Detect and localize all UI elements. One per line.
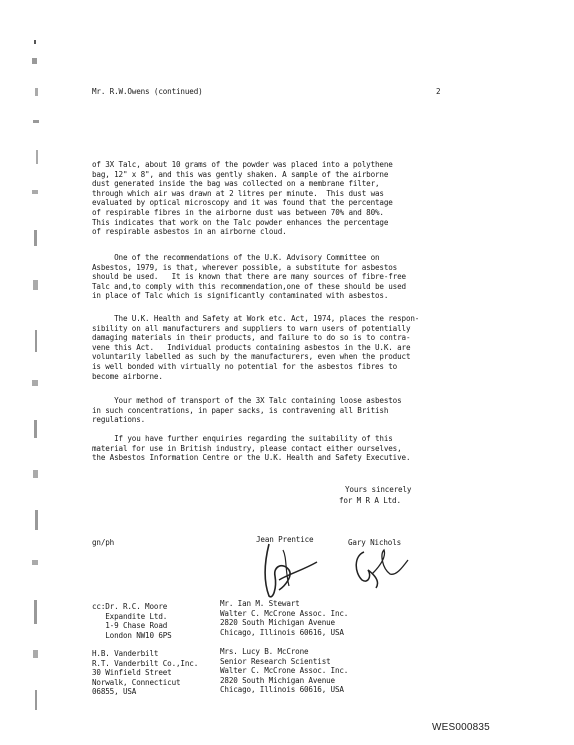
body-paragraph <box>92 434 492 463</box>
handwritten-signature-left <box>255 540 335 602</box>
text-line: damaging materials in their products, and failure to do so is to contra- <box>92 333 411 343</box>
text-line: Chicago, Illinois 60616, USA <box>220 627 344 637</box>
text-line: This indicates that work on the Talc powder enhances the percentage <box>92 217 389 227</box>
text-line: evaluated by optical microscopy and it was found that the percentage <box>92 198 393 208</box>
text-line: the Asbestos Information Centre or the U.K. Health and Safety Executive. <box>92 453 411 463</box>
text-line: Walter C. McCrone Assoc. Inc. <box>220 666 349 676</box>
text-line: Your method of transport of the 3X Talc containing loose asbestos <box>92 396 402 405</box>
page-number: 2 <box>436 87 441 96</box>
text-line: Chicago, Illinois 60616, USA <box>220 685 344 695</box>
text-line: of respirable fibres in the airborne dust was between 70% and 80%. <box>92 207 384 217</box>
text-line: 1-9 Chase Road <box>92 621 168 631</box>
signatory-name-left: Jean Prentice <box>256 535 314 544</box>
text-line: One of the recommendations of the U.K. Advisory Committee on <box>92 253 380 262</box>
text-line: material for use in British industry, please contact either ourselves, <box>92 443 402 453</box>
body-paragraph <box>92 396 492 425</box>
text-line: in such concentrations, in paper sacks, is contravening all British <box>92 405 389 415</box>
text-line: in place of Talc which is significantly contaminated with asbestos. <box>92 291 389 301</box>
text-line: vene this Act. Individual products containing asbestos in the U.K. are <box>92 342 411 352</box>
text-line: 2820 South Michigan Avenue <box>220 675 335 685</box>
text-line: Mr. Ian M. Stewart <box>220 599 300 608</box>
cc-recipient <box>220 647 400 695</box>
cc-recipient <box>220 599 400 637</box>
closing-company: for M R A Ltd. <box>339 496 401 505</box>
text-line: London NW10 6PS <box>92 630 172 640</box>
text-line: of respirable asbestos in an airborne cloud. <box>92 227 287 237</box>
text-line: sibility on all manufacturers and suppliers to warn users of potentially <box>92 323 411 333</box>
signatory-name-right: Gary Nichols <box>348 538 402 547</box>
text-line: Talc and,to comply with this recommendation,one of these should be used <box>92 281 406 291</box>
text-line: cc:Dr. R.C. Moore <box>92 602 168 611</box>
text-line: Senior Research Scientist <box>220 656 331 666</box>
text-line: 30 Winfield Street <box>92 668 172 678</box>
body-paragraph <box>92 314 492 381</box>
bates-number: WES000835 <box>432 722 490 733</box>
text-line: bag, 12" x 8", and this was gently shaken. A sample of the airborne <box>92 169 389 179</box>
text-line: Asbestos, 1979, is that, wherever possible, a substitute for asbestos <box>92 262 398 272</box>
text-line: through which air was drawn at 2 litres per minute. This dust was <box>92 188 384 198</box>
text-line: Mrs. Lucy B. McCrone <box>220 647 309 656</box>
text-line: should be used. It is known that there are many sources of fibre-free <box>92 272 406 282</box>
text-line: The U.K. Health and Safety at Work etc. Act, 1974, places the respon- <box>92 314 420 323</box>
text-line: Walter C. McCrone Assoc. Inc. <box>220 608 349 618</box>
text-line: Norwalk, Connecticut <box>92 677 181 687</box>
text-line: If you have further enquiries regarding the suitability of this <box>92 434 393 443</box>
text-line: voluntarily labelled as such by the manufacturers, even when the product <box>92 352 411 362</box>
text-line: 2820 South Michigan Avenue <box>220 618 335 628</box>
closing-salutation: Yours sincerely <box>345 485 412 494</box>
scan-edge-noise <box>28 40 42 730</box>
text-line: H.B. Vanderbilt <box>92 649 159 658</box>
text-line: become airborne. <box>92 371 163 381</box>
text-line: Expandite Ltd. <box>92 611 168 621</box>
text-line: 06855, USA <box>92 687 137 697</box>
body-paragraph <box>92 253 492 301</box>
body-paragraph <box>92 160 492 237</box>
text-line: regulations. <box>92 415 146 425</box>
text-line: dust generated inside the bag was collected on a membrane filter, <box>92 179 380 189</box>
text-line: is well bonded with virtually no potential for the asbestos fibres to <box>92 361 398 371</box>
text-line: of 3X Talc, about 10 grams of the powder was placed into a polythene <box>92 160 393 169</box>
reference-initials: gn/ph <box>92 538 115 547</box>
addressee-header: Mr. R.W.Owens (continued) <box>92 87 203 96</box>
handwritten-signature-right <box>350 546 420 590</box>
text-line: R.T. Vanderbilt Co.,Inc. <box>92 658 199 668</box>
